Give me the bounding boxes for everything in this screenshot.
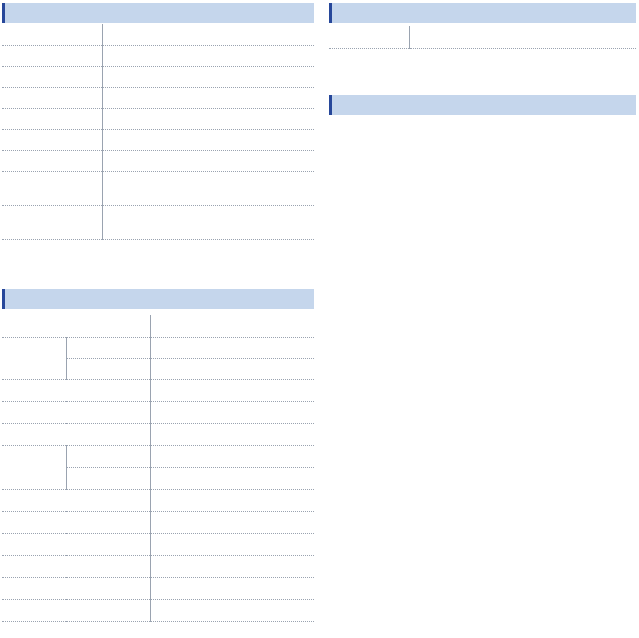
performance-section-title xyxy=(2,289,314,309)
creepage-value xyxy=(150,379,314,401)
shock-val1 xyxy=(150,445,314,467)
operate-time-value xyxy=(150,401,314,423)
temp-range-label xyxy=(2,533,150,555)
dielectric-label xyxy=(2,337,66,379)
coil-power-value xyxy=(409,26,636,48)
temp-range-value xyxy=(150,533,314,555)
insulation-value xyxy=(150,315,314,337)
param-value xyxy=(102,45,314,66)
param-label xyxy=(2,66,102,87)
elec-life-value xyxy=(102,205,314,239)
param-label xyxy=(2,24,102,45)
performance-params-table xyxy=(2,315,314,622)
param-value xyxy=(102,24,314,45)
table-row xyxy=(2,24,314,45)
dielectric-val2 xyxy=(150,358,314,379)
coil-power-label xyxy=(329,26,409,48)
table-row xyxy=(2,445,314,467)
table-row xyxy=(2,489,314,511)
shock-val2 xyxy=(150,467,314,489)
release-time-value xyxy=(150,423,314,445)
table-row xyxy=(2,66,314,87)
vibration-value xyxy=(150,489,314,511)
terminal-value xyxy=(150,555,314,577)
mech-life-label xyxy=(2,171,102,205)
dielectric-sub1 xyxy=(66,337,150,358)
table-row xyxy=(2,205,314,239)
vibration-label xyxy=(2,489,150,511)
shock-sub2 xyxy=(66,467,150,489)
shock-sub1 xyxy=(66,445,150,467)
param-value xyxy=(102,66,314,87)
table-row xyxy=(2,108,314,129)
seal-label xyxy=(2,599,150,621)
param-label xyxy=(2,108,102,129)
param-label xyxy=(2,45,102,66)
humidity-label xyxy=(2,511,150,533)
release-time-label xyxy=(2,423,150,445)
mech-life-value xyxy=(102,171,314,205)
terminal-label xyxy=(2,555,150,577)
contact-params-table xyxy=(2,24,314,240)
param-label xyxy=(2,87,102,108)
table-row xyxy=(329,26,636,48)
humidity-value xyxy=(150,511,314,533)
param-value xyxy=(102,108,314,129)
table-row xyxy=(2,423,314,445)
table-row xyxy=(2,533,314,555)
table-row xyxy=(2,129,314,150)
dielectric-val1 xyxy=(150,337,314,358)
weight-label xyxy=(2,577,150,599)
table-row xyxy=(2,511,314,533)
table-row xyxy=(2,599,314,621)
table-row xyxy=(2,577,314,599)
coil-section-title xyxy=(329,3,636,23)
table-row xyxy=(2,337,314,358)
insulation-label xyxy=(2,315,150,337)
table-row xyxy=(2,315,314,337)
creepage-label xyxy=(2,379,150,401)
param-value xyxy=(102,150,314,171)
param-label xyxy=(2,150,102,171)
contact-section-title xyxy=(2,3,314,23)
table-row xyxy=(2,87,314,108)
coil-params-table xyxy=(329,26,636,49)
table-row xyxy=(2,45,314,66)
table-row xyxy=(2,401,314,423)
coil-spec-title xyxy=(329,95,636,115)
operate-time-label xyxy=(2,401,150,423)
param-value xyxy=(102,129,314,150)
table-row xyxy=(2,555,314,577)
param-label xyxy=(2,129,102,150)
elec-life-label xyxy=(2,205,102,239)
shock-label xyxy=(2,445,66,489)
param-value xyxy=(102,87,314,108)
dielectric-sub2 xyxy=(66,358,150,379)
table-row xyxy=(2,379,314,401)
table-row xyxy=(2,150,314,171)
weight-value xyxy=(150,577,314,599)
seal-value xyxy=(150,599,314,621)
table-row xyxy=(2,171,314,205)
